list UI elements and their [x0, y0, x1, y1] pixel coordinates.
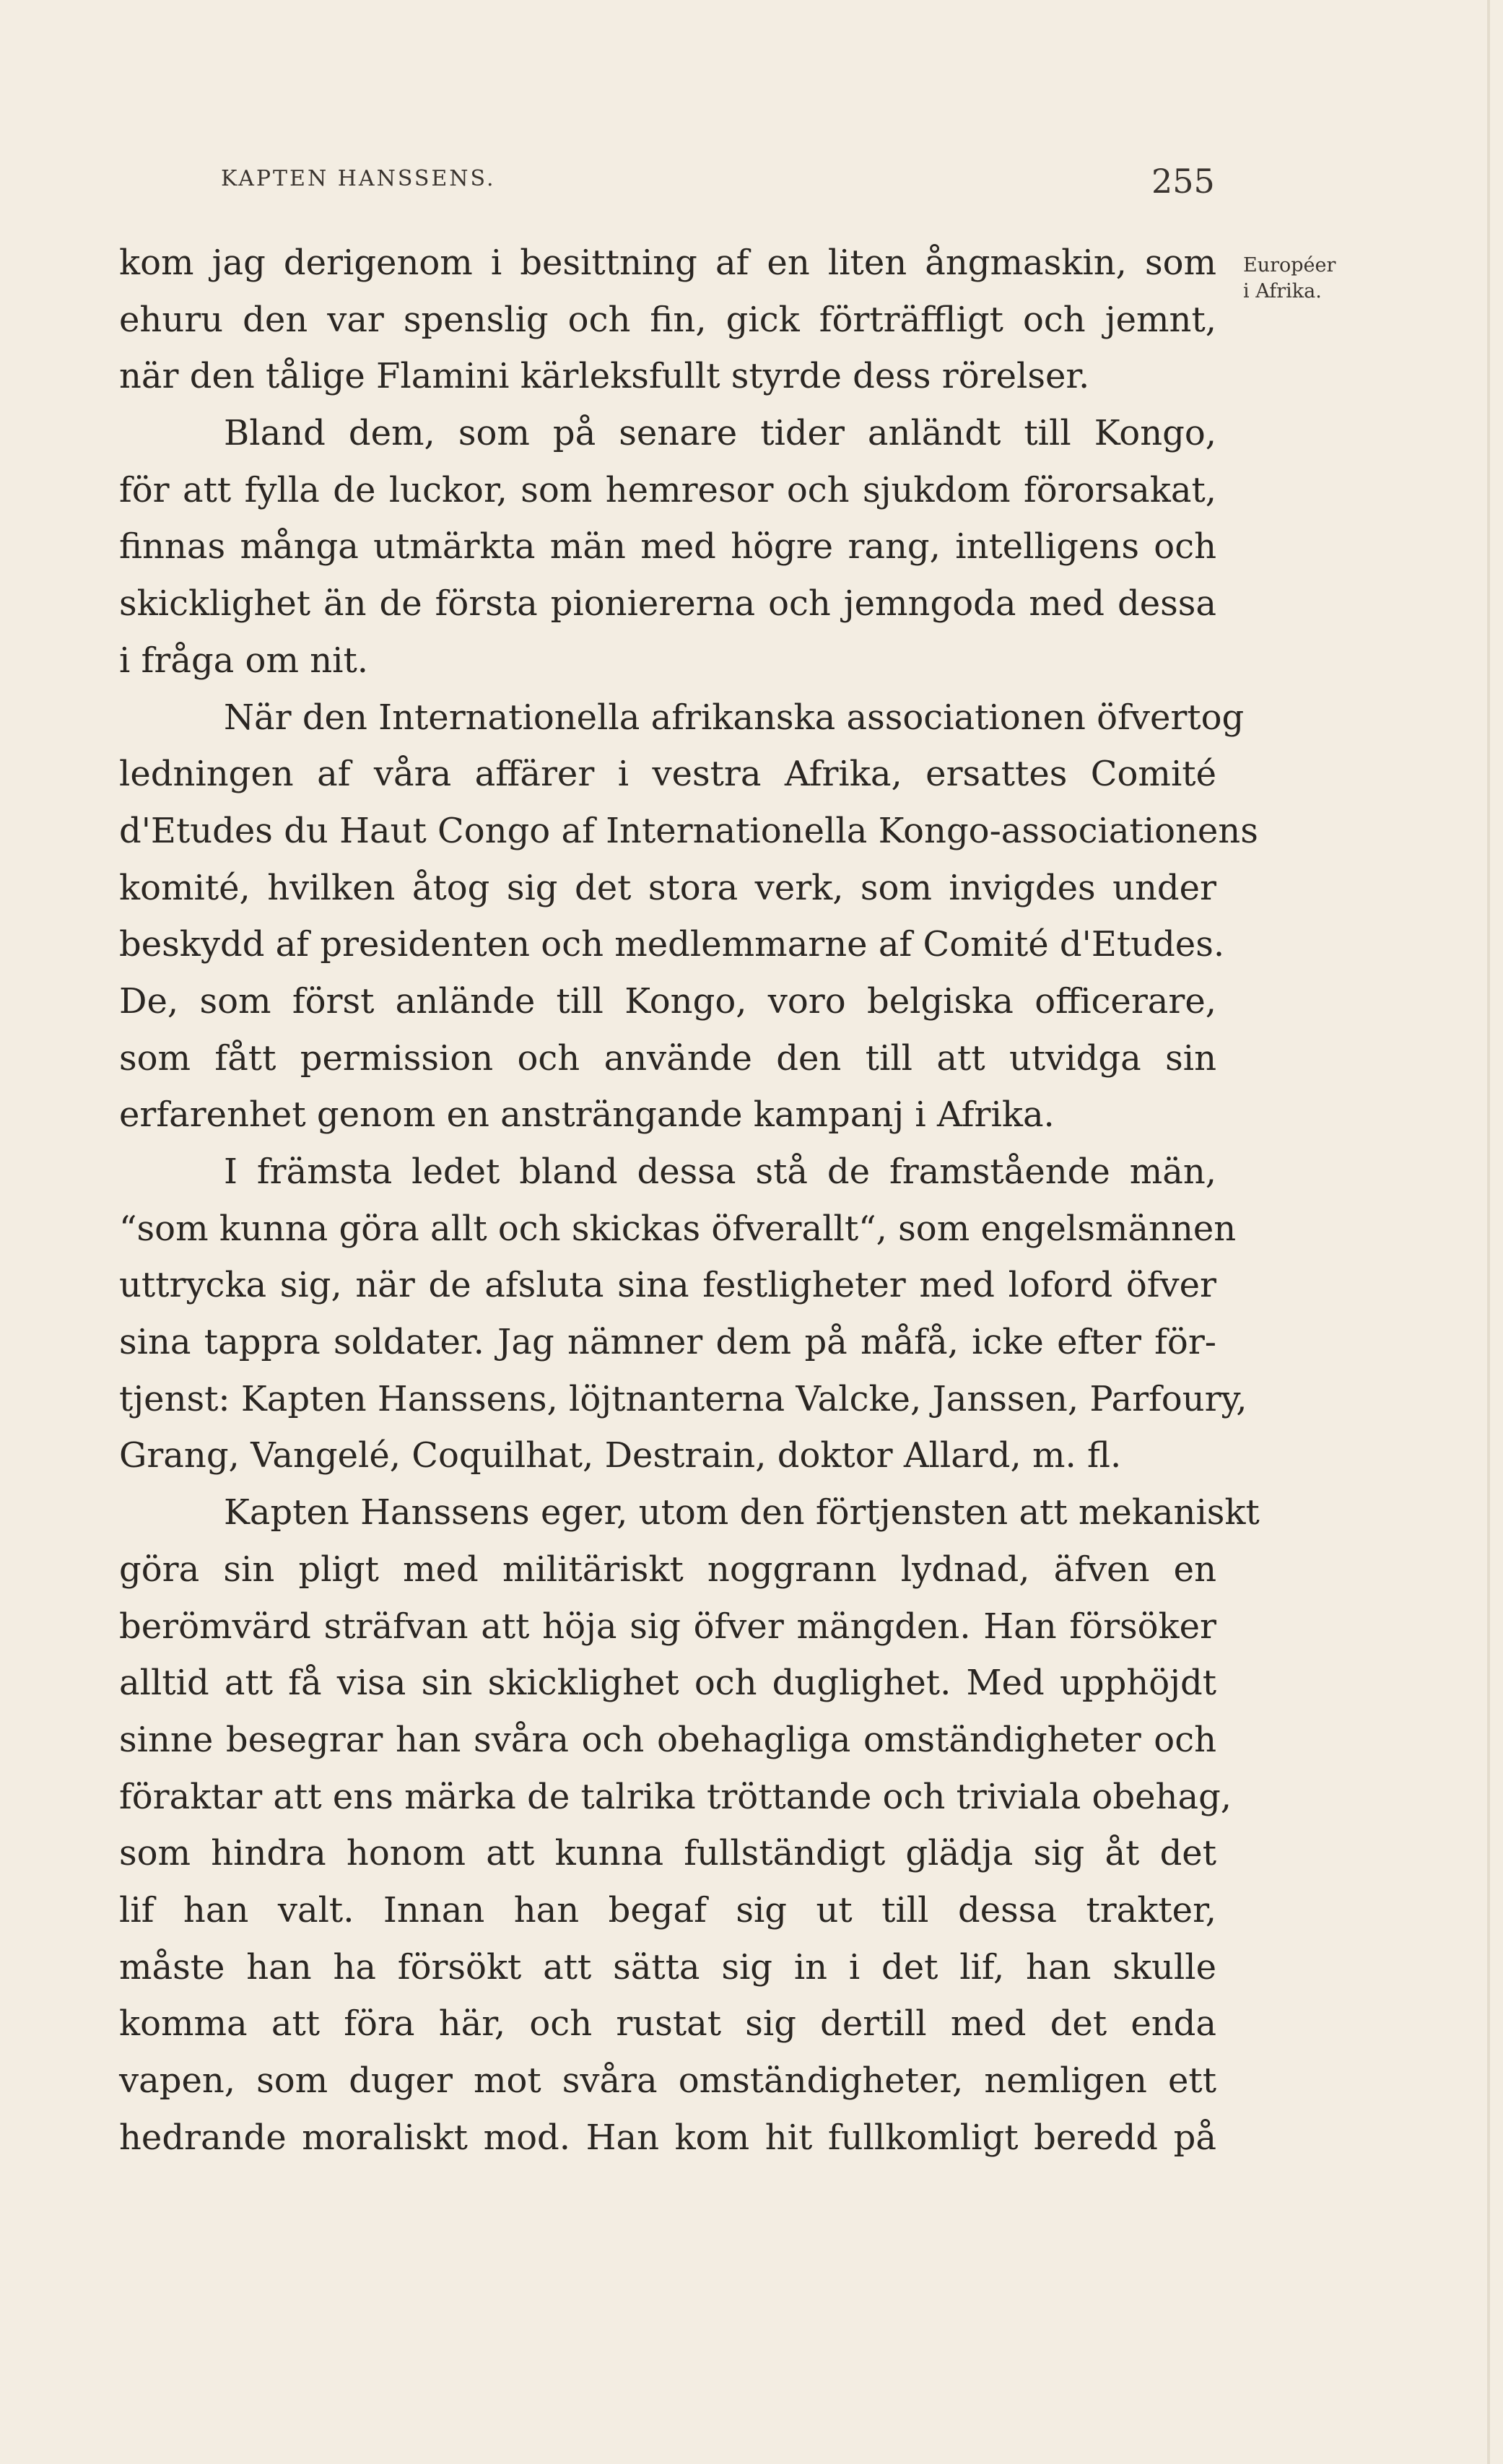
text-line: sina tappra soldater. Jag nämner dem på måfå, icke efter för-	[119, 1322, 1216, 1363]
text-line: “som kunna göra allt och skickas öfverallt“, som engelsmännen	[119, 1208, 1237, 1249]
page-edge	[1487, 0, 1490, 2464]
text-line: tjenst: Kapten Hanssens, löjtnanterna Valcke, Janssen, Parfoury,	[119, 1378, 1247, 1419]
text-line: uttrycka sig, när de afsluta sina festligheter med loford öfver	[119, 1265, 1216, 1306]
text-line: föraktar att ens märka de talrika tröttande och triviala obehag,	[119, 1776, 1232, 1817]
text-line: skicklighet än de första pioniererna och jemngoda med dessa	[119, 583, 1216, 624]
text-line: finnas många utmärkta män med högre rang, intelligens och	[119, 526, 1216, 567]
text-line: som fått permission och använde den till att utvidga sin	[119, 1037, 1216, 1079]
margin-note-line-2: i Afrika.	[1243, 280, 1322, 302]
text-line: måste han ha försökt att sätta sig in i det lif, han skulle	[119, 1946, 1216, 1988]
margin-note	[1243, 253, 1336, 305]
text-line: när den tålige Flamini kärleksfullt styrde dess rörelser.	[119, 356, 1090, 397]
text-line: som hindra honom att kunna fullständigt glädja sig åt det	[119, 1833, 1216, 1874]
text-line: vapen, som duger mot svåra omständigheter, nemligen ett	[119, 2060, 1216, 2101]
text-line: berömvärd sträfvan att höja sig öfver mängden. Han försöker	[119, 1606, 1216, 1647]
text-line: erfarenhet genom en ansträngande kampanj i Afrika.	[119, 1094, 1055, 1136]
text-line: De, som först anlände till Kongo, voro belgiska officerare,	[119, 980, 1216, 1022]
running-title: KAPTEN HANSSENS.	[221, 166, 496, 191]
text-line: d'Etudes du Haut Congo af Internationella Kongo-associationens	[119, 810, 1258, 851]
text-line: När den Internationella afrikanska associationen öfvertog	[224, 697, 1245, 738]
page-number: 255	[1151, 162, 1215, 201]
margin-note-line-1: Européer	[1243, 254, 1336, 277]
text-line: Grang, Vangelé, Coquilhat, Destrain, doktor Allard, m. fl.	[119, 1435, 1122, 1476]
text-line: kom jag derigenom i besittning af en liten ångmaskin, som	[119, 243, 1216, 283]
text-line: hedrande moraliskt mod. Han kom hit fullkomligt beredd på	[119, 2117, 1216, 2158]
text-line: beskydd af presidenten och medlemmarne af Comité d'Etudes.	[119, 924, 1225, 965]
text-line: Bland dem, som på senare tider anländt till Kongo,	[224, 413, 1216, 454]
text-line: i fråga om nit.	[119, 640, 369, 681]
text-line: I främsta ledet bland dessa stå de framstående män,	[224, 1152, 1216, 1192]
text-line: alltid att få visa sin skicklighet och duglighet. Med upphöjdt	[119, 1663, 1216, 1704]
text-line: ehuru den var spenslig och fin, gick förträffligt och jemnt,	[119, 299, 1216, 340]
text-line: komma att föra här, och rustat sig dertill med det enda	[119, 2003, 1216, 2045]
text-line: sinne besegrar han svåra och obehagliga omständigheter och	[119, 1719, 1216, 1760]
text-line: lif han valt. Innan han begaf sig ut till dessa trakter,	[119, 1889, 1216, 1930]
text-line: för att fylla de luckor, som hemresor och sjukdom förorsakat,	[119, 469, 1216, 510]
text-line: ledningen af våra affärer i vestra Afrika, ersattes Comité	[119, 754, 1216, 795]
text-line: göra sin pligt med militäriskt noggrann lydnad, äfven en	[119, 1549, 1216, 1590]
text-line: Kapten Hanssens eger, utom den förtjensten att mekaniskt	[224, 1492, 1260, 1533]
text-line: komité, hvilken åtog sig det stora verk, som invigdes under	[119, 867, 1216, 908]
body-text	[119, 235, 1260, 2166]
